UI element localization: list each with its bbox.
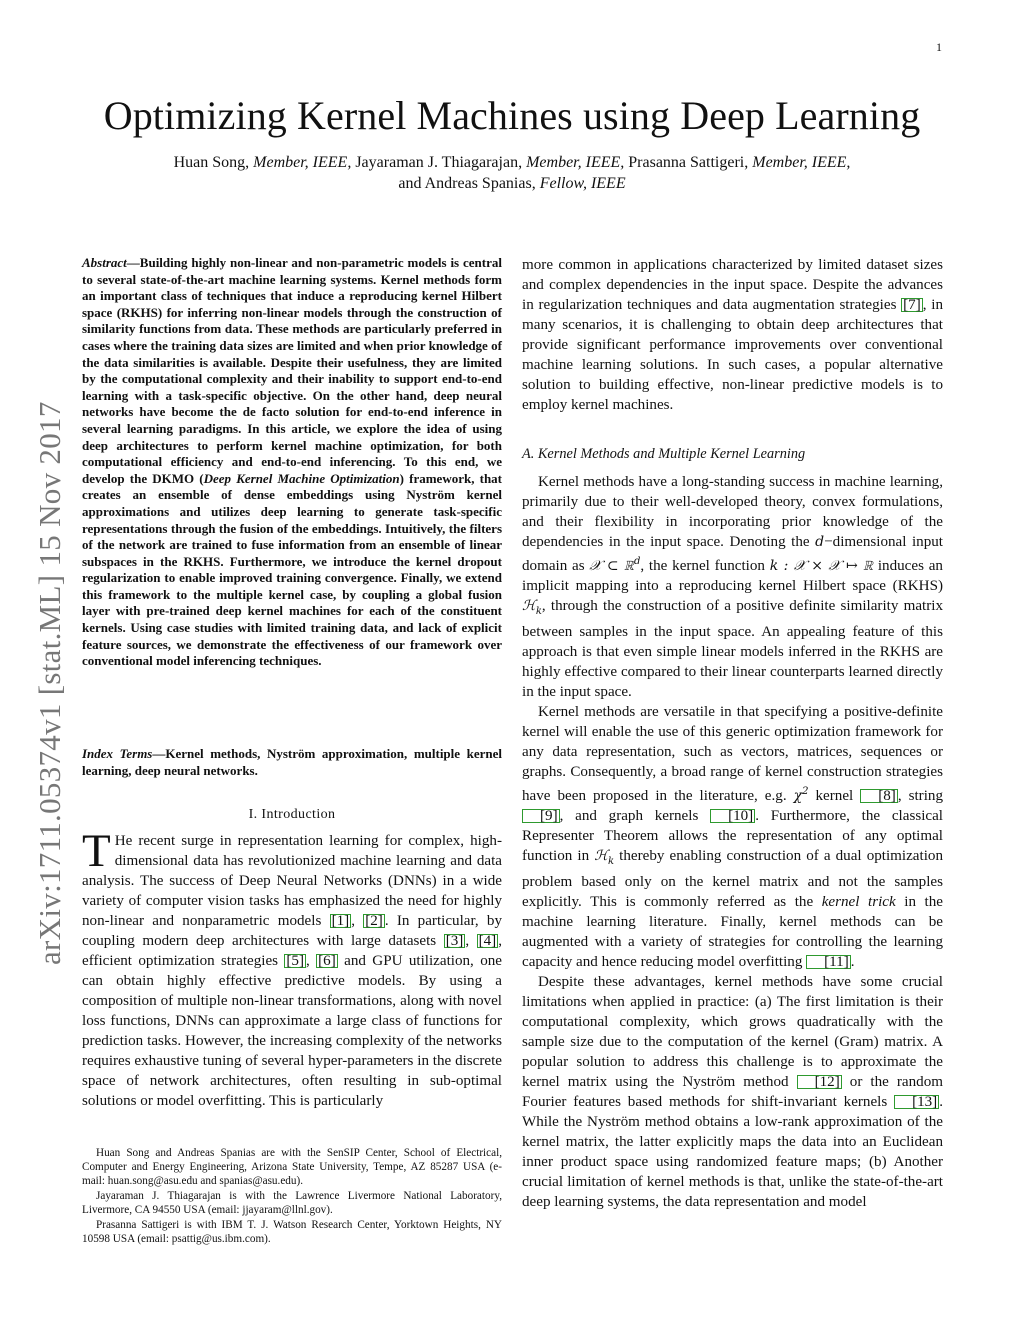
author-name: Jayaraman J. Thiagarajan,: [355, 154, 523, 171]
abstract-text-continued: ) framework, that creates an ensemble of dense embeddings using Nyström kernel approximations and utilizes deep learning to generate task-specific representations through the fusion of the embeddings. Intuitively, the filters of the network are trained to fuse information from an ensemble of linear subspaces in the RKHS. Furthermore, we introduce the kernel dropout regularization to enable improved training convergence. Finally, we extend this framework to the multiple kernel case, by coupling a global fusion layer with pre-trained deep kernel machines for each of the constituent kernels. Using case studies with limited training data, and lack of explicit feature sources, we demonstrate the effectiveness of our framework over conventional model inferencing techniques.: [82, 470, 502, 669]
body-text: or the random Fourier features based methods for shift-invariant kernels: [522, 1074, 943, 1111]
body-text: , through the construction of a positive definite similarity matrix between samples in the input space. An appealing feature of this approach is that even simple linear models inferred in the RKHS are highly effective compared to their linear counterparts learned directly in the input space.: [522, 598, 943, 701]
math-subscript: k: [535, 606, 542, 618]
citation-link[interactable]: [11]: [806, 955, 851, 969]
math-symbol: χ: [793, 788, 803, 805]
page-number: 1: [936, 40, 942, 54]
math-symbol: ℋ: [522, 598, 536, 615]
body-text: . While the Nyström method obtains a low-rank approximation of the kernel matrix, the latter explicitly maps the data into an Euclidean inner product space using randomized feature maps; (b) Another crucial limitation of kernel methods is that, unlike the state-of-the-art deep learning systems, the data representation and model: [522, 1094, 943, 1211]
abstract-acronym-expansion: Deep Kernel Machine Optimization: [203, 470, 400, 486]
citation-link[interactable]: [10]: [710, 809, 755, 823]
math-symbol: d: [815, 534, 825, 550]
intro-text: , efficient optimization strategies: [82, 933, 502, 969]
intro-text: and GPU utilization, one can obtain highly effective predictive models. By using a composition of multiple non-linear transformations, along with novel loss functions, DNNs can approximate a large class of functions for prediction tasks. However, the increasing complexity of the networks requires exhaustive tuning of several hyper-parameters in the discrete space of network architectures, often resulting in sub-optimal solutions or model overfitting. This is particularly: [82, 953, 502, 1109]
citation-link[interactable]: [6]: [318, 953, 336, 969]
emphasis-term: kernel trick: [821, 894, 896, 911]
body-text: more common in applications characterized by limited dataset sizes and complex dependencies in the input space. Despite the advances in regularization techniques and data augmentation strategies: [522, 257, 943, 313]
paragraph: [522, 472, 943, 702]
drop-cap: T: [82, 825, 111, 877]
body-text: , and graph kernels: [559, 808, 711, 825]
author-role: Member, IEEE,: [253, 154, 352, 171]
math-subscript: k: [608, 856, 615, 868]
abstract-text: —Building highly non-linear and non-parametric models is central to several state-of-the-art machine learning systems. Kernel methods form an important class of techniques that induce a reproducing kernel Hilbert space (RKHS) for inferring non-linear models through the construction of similarity functions from data. These methods are particularly preferred in cases where the training data sizes are limited and when prior knowledge of the data similarities is available. Despite their usefulness, they are limited by the computational complexity and their inability to support end-to-end learning with a task-specific objective. On the other hand, deep neural networks have become the de facto solution for end-to-end inference in several learning paradigms. In this article, we explore the idea of using deep architectures to perform kernel machine optimization, for both computational efficiency and end-to-end inferencing. To this end, we develop the DKMO (: [82, 255, 502, 486]
body-text: , the kernel function: [640, 558, 770, 575]
math-expression: k : 𝒳 × 𝒳 ↦ ℝ: [769, 558, 874, 575]
intro-continued-paragraph: [522, 255, 943, 415]
body-text: in the machine learning literature. Finally, kernel methods can be augmented with a variety of strategies for controlling the learning capacity and hence reducing model overfitting: [522, 894, 944, 971]
citation-link[interactable]: [1]: [331, 913, 350, 929]
body-text: Despite these advantages, kernel methods have some crucial limitations when applied in practice: (a) The first limitation is their computational complexity, which grows quadratically with the sample size due to the computation of the kernel (Gram) matrix. A popular solution to address this challenge is to approximate the kernel matrix using the Nyström method: [522, 974, 943, 1091]
citation-link[interactable]: [12]: [797, 1075, 842, 1089]
citation-link[interactable]: [3]: [445, 933, 464, 949]
body-text: thereby enabling construction of a dual optimization problem based only on the kernel matrix and not the samples explicitly. This is commonly referred as the: [522, 848, 943, 911]
math-expression: 𝒳 ⊂ ℝ: [589, 558, 634, 575]
paper-title: Optimizing Kernel Machines using Deep Learning: [103, 93, 921, 138]
citation-link[interactable]: [9]: [522, 809, 560, 823]
body-text: induces an implicit mapping into a reproducing kernel Hilbert space (RKHS): [522, 558, 943, 595]
author-role: Member, IEEE,: [526, 154, 625, 171]
body-text: Kernel methods are versatile in that specifying a positive-definite kernel will enable the use of this generic optimization framework for any data representation, such as vectors, matrices, sequences or graphs. Consequently, a broad range of kernel construction strategies have been proposed in the literature, e.g.: [522, 704, 943, 805]
abstract: [82, 255, 502, 670]
body-text: . Furthermore, the classical Representer Theorem allows the representation of any optimal function in: [522, 808, 943, 865]
paragraph: [522, 972, 943, 1212]
author-name: Prasanna Sattigeri,: [628, 154, 749, 171]
body-text: .: [850, 954, 855, 971]
author-role: Fellow, IEEE: [539, 175, 626, 192]
body-text: , string: [897, 788, 943, 805]
section-heading-introduction: I. Introduction: [248, 807, 336, 822]
citation-link[interactable]: [7]: [903, 297, 921, 313]
introduction-paragraph: [82, 825, 503, 1111]
footnote: Jayaraman J. Thiagarajan is with the Lawrence Livermore National Laboratory, Livermore, CA 94550 USA (email: jjayaram@llnl.gov).: [82, 1190, 502, 1216]
author-role: Member, IEEE,: [752, 154, 851, 171]
kernel-methods-section: [522, 472, 943, 1212]
intro-text: He recent surge in representation learning for complex, high-dimensional data has revolutionized machine learning and data analysis. The success of Deep Neural Networks (DNNs) in a wide variety of computer vision tasks has emphasized the need for highly non-linear and nonparametric models: [82, 833, 502, 929]
author-list: [60, 152, 964, 194]
author-affiliation-footnotes: [82, 1146, 502, 1247]
index-terms-text: —Kernel methods, Nyström approximation, multiple kernel learning, deep neural networks.: [82, 746, 502, 778]
math-superscript: 2: [802, 786, 809, 798]
author-name: Huan Song,: [173, 154, 250, 171]
subsection-heading: A. Kernel Methods and Multiple Kernel Learning: [522, 446, 806, 462]
footnote: Prasanna Sattigeri is with IBM T. J. Watson Research Center, Yorktown Heights, NY 10598 USA (email: psattig@us.ibm.com).: [82, 1219, 502, 1245]
abstract-label: Abstract: [82, 255, 127, 270]
body-text: kernel: [808, 788, 861, 805]
body-text: , in many scenarios, it is challenging to obtain deep architectures that provide significant performance improvements over conventional machine learning solutions. In such cases, a popular alternative solution to building effective, non-linear predictive models is to employ kernel machines.: [522, 297, 943, 413]
citation-link[interactable]: [4]: [478, 933, 497, 949]
separator: ,: [306, 953, 317, 969]
index-terms-label: Index Terms: [82, 746, 153, 761]
arxiv-identifier[interactable]: arXiv:1711.05374v1 [stat.ML] 15 Nov 2017: [32, 401, 67, 965]
citation-link[interactable]: [2]: [365, 913, 383, 929]
citation-link[interactable]: [5]: [286, 953, 305, 969]
body-text: Kernel methods have a long-standing success in machine learning, primarily due to their well-developed theory, convex formulations, and their flexibility in incorporating prior knowledge of the dependencies in the input space. Denoting the: [522, 474, 943, 550]
intro-text: . In particular, by coupling modern deep architectures with large datasets: [82, 913, 503, 949]
citation-link[interactable]: [13]: [894, 1095, 939, 1109]
paragraph: [522, 702, 943, 972]
math-symbol: ℋ: [594, 848, 609, 865]
citation-link[interactable]: [8]: [860, 789, 898, 803]
author-name: and Andreas Spanias,: [398, 175, 536, 192]
index-terms: [82, 746, 502, 779]
body-text: −dimensional input domain as: [522, 534, 943, 575]
math-superscript: d: [633, 556, 641, 567]
separator: ,: [465, 933, 477, 949]
footnote: Huan Song and Andreas Spanias are with the SenSIP Center, School of Electrical, Computer and Energy Engineering, Arizona State University, Tempe, AZ 85287 USA (e-mail: huan.song@asu.edu and spanias@asu.edu).: [82, 1147, 502, 1187]
separator: ,: [351, 913, 364, 929]
